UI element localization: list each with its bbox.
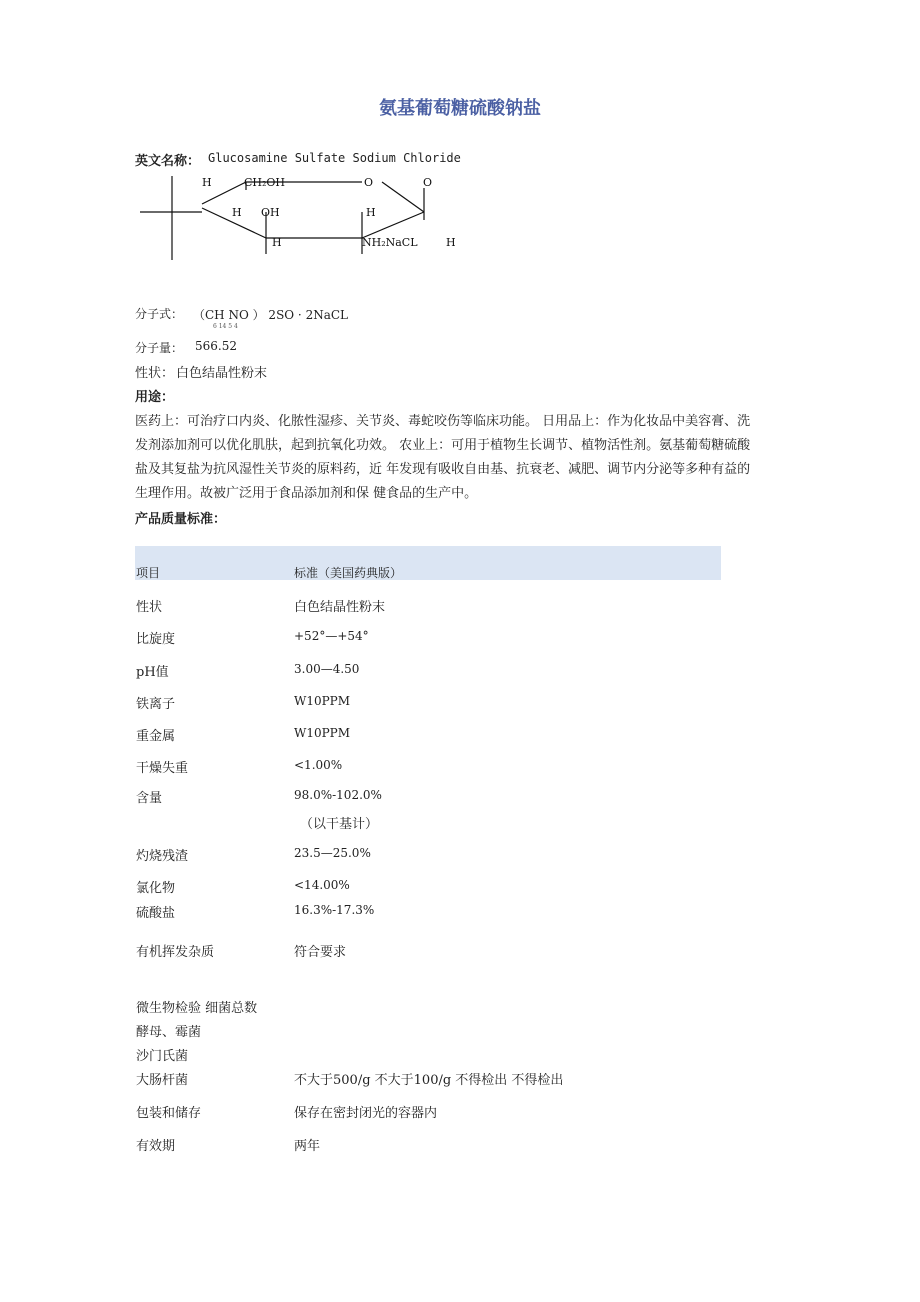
struct-h-bot1: H: [272, 236, 282, 249]
table-row-value: 3.00—4.50: [294, 662, 360, 676]
table-row-value: 16.3%-17.3%: [294, 903, 375, 917]
table-row-value: 98.0%-102.0%: [294, 788, 382, 802]
validity-value: 两年: [294, 1139, 321, 1154]
table-row-item: 铁离子: [136, 697, 176, 712]
english-name-label: 英文名称：: [135, 154, 201, 169]
micro-line: 微生物检验 细菌总数: [136, 1001, 258, 1016]
table-header-item: 项目: [136, 566, 161, 580]
mol-weight-value: 566.52: [195, 339, 237, 353]
struct-o-ring: O: [364, 176, 374, 189]
struct-h-top1: H: [202, 176, 212, 189]
usage-line: 盐及其复盐为抗风湿性关节炎的原料药，近 年发现有吸收自由基、抗衰老、减肥、调节内分泌等多种有益的: [135, 462, 751, 477]
usage-line: 生理作用。故被广泛用于食品添加剂和保 健食品的生产中。: [135, 486, 478, 501]
quality-label: 产品质量标准：: [135, 512, 227, 527]
table-header-band: [135, 546, 721, 580]
storage-value: 保存在密封闭光的容器内: [294, 1106, 438, 1121]
table-row-item: 含量: [136, 791, 163, 806]
struct-oh: OH: [261, 206, 280, 219]
struct-ch2oh: CH₂OH: [244, 176, 286, 189]
table-row-item: 氯化物: [136, 881, 176, 896]
english-name-value: Glucosamine Sulfate Sodium Chloride: [208, 151, 461, 165]
table-row-note: （以干基计）: [300, 817, 379, 832]
table-row-item: 重金属: [136, 729, 176, 744]
table-header-standard: 标准（美国药典版）: [294, 566, 403, 580]
formula-subscript: 6 14 5 4: [213, 323, 238, 330]
table-row-item: 灼烧残渣: [136, 849, 189, 864]
usage-line: 医药上：可治疗口内炎、化脓性湿疹、关节炎、毒蛇咬伤等临床功能。 日用品上：作为化妆品中美容膏、洗: [135, 414, 751, 429]
struct-o-end: O: [423, 176, 433, 189]
validity-item: 有效期: [136, 1139, 176, 1154]
usage-line: 发剂添加剂可以优化肌肤，起到抗氧化功效。 农业上：可用于植物生长调节、植物活性剂。氨基葡萄糖硫酸: [135, 438, 751, 453]
micro-value: 不大于500/g 不大于100/g 不得检出 不得检出: [294, 1073, 564, 1088]
struct-nh2nacl: NH₂NaCL: [362, 236, 418, 249]
table-row-item: 性状: [136, 600, 163, 615]
table-row-item: 有机挥发杂质: [136, 945, 215, 960]
usage-label: 用途：: [135, 390, 175, 405]
table-row-item: 干燥失重: [136, 761, 189, 776]
storage-item: 包装和储存: [136, 1106, 202, 1121]
table-row-value: <1.00%: [294, 758, 343, 772]
micro-line: 大肠杆菌: [136, 1073, 189, 1088]
page-title: 氨基葡萄糖硫酸钠盐: [379, 98, 541, 119]
micro-line: 酵母、霉菌: [136, 1025, 202, 1040]
formula-value: （CH NO ） 2SO · 2NaCL: [193, 308, 349, 322]
table-row-value: 符合要求: [294, 945, 347, 960]
table-row-value: 白色结晶性粉末: [294, 600, 386, 615]
table-row-value: W10PPM: [294, 726, 351, 740]
mol-weight-label: 分子量：: [135, 341, 184, 355]
table-row-item: 硫酸盐: [136, 906, 176, 921]
appearance-value: 白色结晶性粉末: [176, 366, 268, 381]
table-row-value: 23.5—25.0%: [294, 846, 371, 860]
micro-line: 沙门氏菌: [136, 1049, 189, 1064]
struct-h-mid2: H: [366, 206, 376, 219]
appearance-label: 性状：: [135, 366, 175, 381]
table-row-value: +52°—+54°: [294, 629, 369, 643]
structure-diagram: [136, 168, 476, 268]
struct-h-mid1: H: [232, 206, 242, 219]
table-row-item: pH值: [136, 665, 169, 680]
struct-h-bot2: H: [446, 236, 456, 249]
table-row-value: <14.00%: [294, 878, 350, 892]
formula-label: 分子式：: [135, 307, 184, 321]
table-row-item: 比旋度: [136, 632, 176, 647]
table-row-value: W10PPM: [294, 694, 351, 708]
